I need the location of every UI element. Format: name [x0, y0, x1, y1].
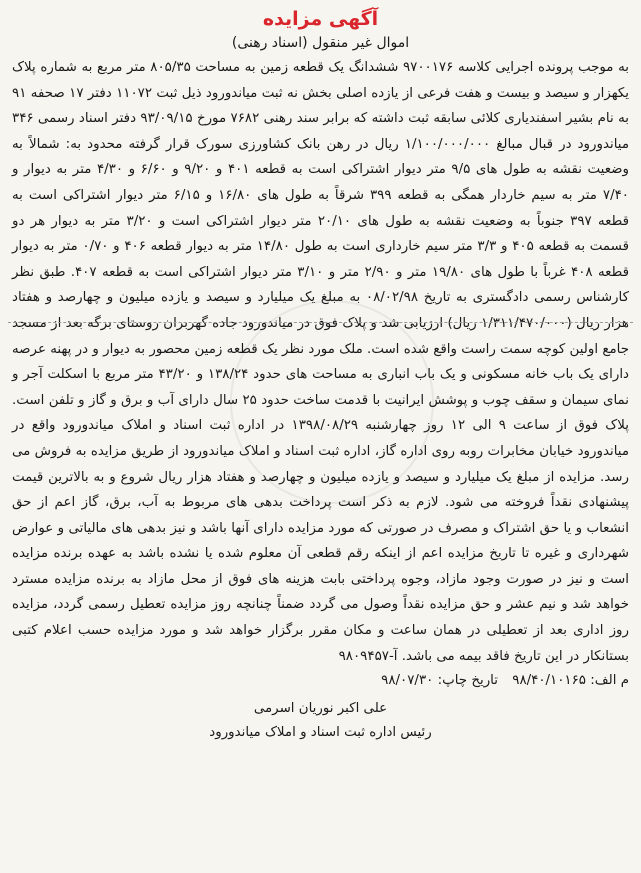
- reference-number: م الف: ۹۸/۴۰/۱۰۱۶۵: [512, 673, 629, 689]
- signer-name: علی اکبر نوریان اسرمی: [253, 701, 388, 717]
- notice-meta: [12, 669, 629, 693]
- notice-body: به موجب پرونده اجرایی کلاسه ۹۷۰۰۱۷۶ ششدانگ یک قطعه زمین به مساحت ۸۰۵/۳۵ متر مربع به شماره پلاک یکهزار و سیصد و بیست و هفت فرعی از یازده اصلی بخش نه ثبت میاندورود ذیل ثبت ۱۱۰۷۲ دفتر ۱۷ صحفه ۹۱ به نام بشیر اسفندیاری کلائی سابقه ثبت داشته که برابر سند رهنی ۷۶۸۲ مورخ ۹۳/۰۹/۱۵ دفتر اسناد رسمی ۳۴۶ میاندورود در قبال مبالغ ۱/۱۰۰/۰۰۰/۰۰۰ ریال در رهن بانک کشاورزی سورک قرار گرفته محدود به: شمالاً به وضعیت نقشه به طول های ۹/۵ متر دیوار اشتراکی است به قطعه ۴۰۱ و ۹/۲۰ و ۶/۶۰ و ۴/۳۰ متر به دیوار و ۷/۴۰ متر به سیم خاردار همگی به قطعه ۳۹۹ شرقاً به طول های ۱۶/۸۰ و ۶/۱۵ متر دیوار اشتراکی است به قطعه ۳۹۷ جنوباً به وضعیت نقشه به طول های ۲۰/۱۰ متر دیوار اشتراکی است و ۳/۲۰ متر به دیوار هر دو قسمت به قطعه ۴۰۵ و ۳/۳ متر سیم خارداری است به طول ۱۴/۸۰ متر به دیوار قطعه ۴۰۶ و ۰/۷۰ متر به دیوار قطعه ۴۰۸ غرباً با طول های ۱۹/۸۰ متر و ۲/۹۰ متر و ۳/۱۰ متر دیوار اشتراکی است به قطعه ۴۰۷. طبق نظر کارشناس رسمی دادگستری به تاریخ ۰۸/۰۲/۹۸ به مبلغ یک میلیارد و سیصد و یازده میلیون و چهارصد و هفتاد هزار ریال (۱/۳۱۱/۴۷۰/۰۰۰ ریال) ارزیابی شد و پلاک فوق در میاندورود جاده گهربران روستای برگه بعد از مسجد جامع اولین کوچه سمت راست واقع شده است. ملک مورد نظر یک قطعه زمین محصور به دیوار و در پهنه عرصه دارای یک باب خانه مسکونی و یک باب انباری به مساحت های حدود ۱۳۸/۲۴ و ۴۳/۲۰ متر مربع با اسکلت آجر و نمای سیمان و سقف چوب و پوشش ایرانیت با قدمت ساخت حدود ۲۵ سال دارای آب و برق و گاز و تلفن است. پلاک فوق از ساعت ۹ الی ۱۲ روز چهارشنبه ۱۳۹۸/۰۸/۲۹ در اداره ثبت اسناد و املاک میاندورود واقع در میاندورود خیابان مخابرات روبه روی اداره گاز، اداره ثبت اسناد و املاک میاندورود از طریق مزایده به فروش می رسد. مزایده از مبلغ یک میلیارد و سیصد و یازده میلیون و چهارصد و هفتاد هزار ریال شروع و به بالاترین قیمت پیشنهادی نقداً فروخته می شود. لازم به ذکر است پرداخت بدهی های مربوط به آب، برق، گاز اعم از حق انشعاب و یا حق اشتراک و مصرف در صورتی که مورد مزایده دارای آنها باشد و نیز بدهی های مالیاتی و عوارض شهرداری و غیره تا تاریخ مزایده اعم از اینکه رقم قطعی آن معلوم شده یا نشده باشد به عهده برنده مزایده است و نیز در صورت وجود مازاد، وجوه پرداختی بابت هزینه های فوق از محل مازاد به برنده مزایده مسترد خواهد شد و نیم عشر و حق مزایده نقداً وصول می گردد ضمناً چنانچه روز مزایده تعطیل رسمی گردد، مزایده روز اداری بعد از تعطیلی در همان ساعت و مکان مقرر برگزار خواهد شد و مورد مزایده حسب اعلام کتبی بستانکار در این تاریخ فاقد بیمه می باشد. آ-۹۸۰۹۴۵۷: [12, 60, 630, 664]
- clipping-divider: [8, 322, 633, 323]
- notice-title: آگهی مزایده: [262, 8, 379, 30]
- print-date: تاریخ چاپ: ۹۸/۰۷/۳۰: [381, 673, 498, 689]
- notice-subtitle: اموال غیر منقول (اسناد رهنی): [231, 35, 410, 51]
- signer-title: رئیس اداره ثبت اسناد و املاک میاندورود: [209, 725, 432, 741]
